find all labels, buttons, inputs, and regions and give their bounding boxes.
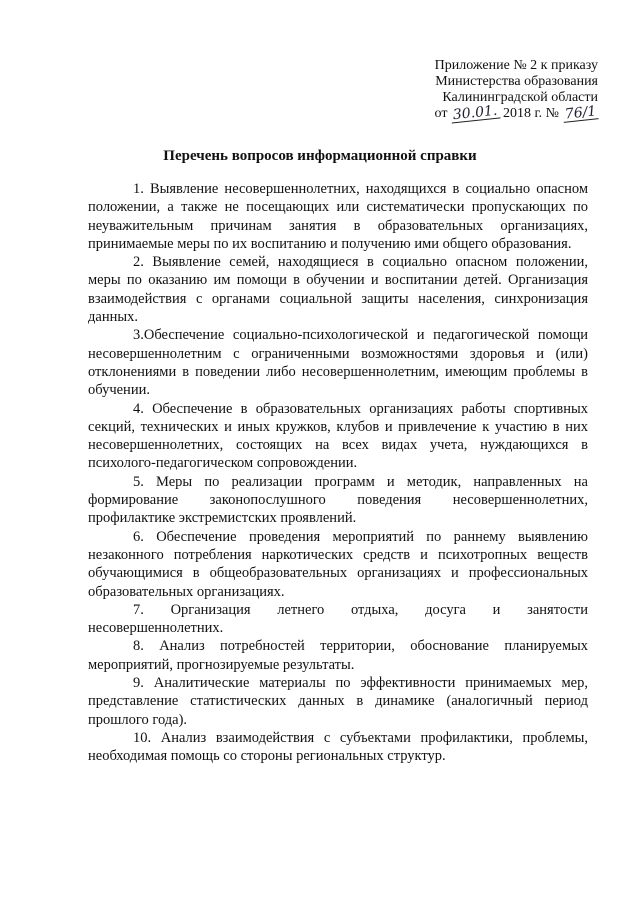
questions-list bbox=[88, 180, 588, 766]
list-item: 4. Обеспечение в образовательных организациях работы спортивных секций, технических и иных кружков, клубов и привлечение к участию в них несовершеннолетних, состоящих на всех видах учета, нуждающихся в психолого-педагогическом сопровождении. bbox=[88, 400, 588, 472]
handwritten-date: 30.01. bbox=[452, 102, 499, 124]
handwritten-number: 76/1 bbox=[563, 103, 597, 123]
document-title: Перечень вопросов информационной справки bbox=[163, 148, 477, 164]
appendix-line-3: Калининградской области bbox=[442, 90, 598, 105]
list-item: 1. Выявление несовершеннолетних, находящихся в социально опасном положении, а также не посещающих или систематически пропускающих по неуважительным причинам занятия в образовательных организациях, принимаемые меры по их воспитанию и получению ими общего образования. bbox=[88, 181, 588, 252]
list-item: 6. Обеспечение проведения мероприятий по раннему выявлению незаконного потребления наркотических средств и психотропных веществ обучающимися в общеобразовательных организациях и профессиональных образовательных организациях. bbox=[88, 528, 588, 600]
appendix-line-1: Приложение № 2 к приказу bbox=[434, 58, 598, 73]
list-item: 7. Организация летнего отдыха, досуга и занятости несовершеннолетних. bbox=[88, 601, 588, 637]
appendix-date-line bbox=[428, 102, 598, 124]
list-item: 2. Выявление семей, находящиеся в социально опасном положении, меры по оказанию им помощи в обучении и воспитании детей. Организация взаимодействия с органами социальной защиты населения, синхронизация данных. bbox=[88, 254, 588, 326]
appendix-header bbox=[428, 58, 598, 122]
list-item: 8. Анализ потребностей территории, обоснование планируемых мероприятий, прогнозируемые результаты. bbox=[88, 638, 588, 673]
list-item: 10. Анализ взаимодействия с субъектами профилактики, проблемы, необходимая помощь со стороны региональных структур. bbox=[88, 729, 588, 765]
list-item: 9. Аналитические материалы по эффективности принимаемых мер, представление статистических данных в динамике (аналогичный период прошлого года). bbox=[88, 675, 588, 728]
list-item: 3.Обеспечение социально-психологической и педагогической помощи несовершеннолетним с ограниченными возможностями здоровья и (или) отклонениями в поведении либо несовершеннолетним, имеющим проблемы в обучении. bbox=[88, 327, 588, 399]
appendix-line-2: Министерства образования bbox=[435, 74, 598, 89]
date-prefix: от bbox=[434, 106, 448, 121]
date-suffix: 2018 г. № bbox=[503, 106, 560, 121]
list-item: 5. Меры по реализации программ и методик, направленных на формирование законопослушного поведения несовершеннолетних, профилактике экстремистских проявлений. bbox=[88, 473, 588, 527]
